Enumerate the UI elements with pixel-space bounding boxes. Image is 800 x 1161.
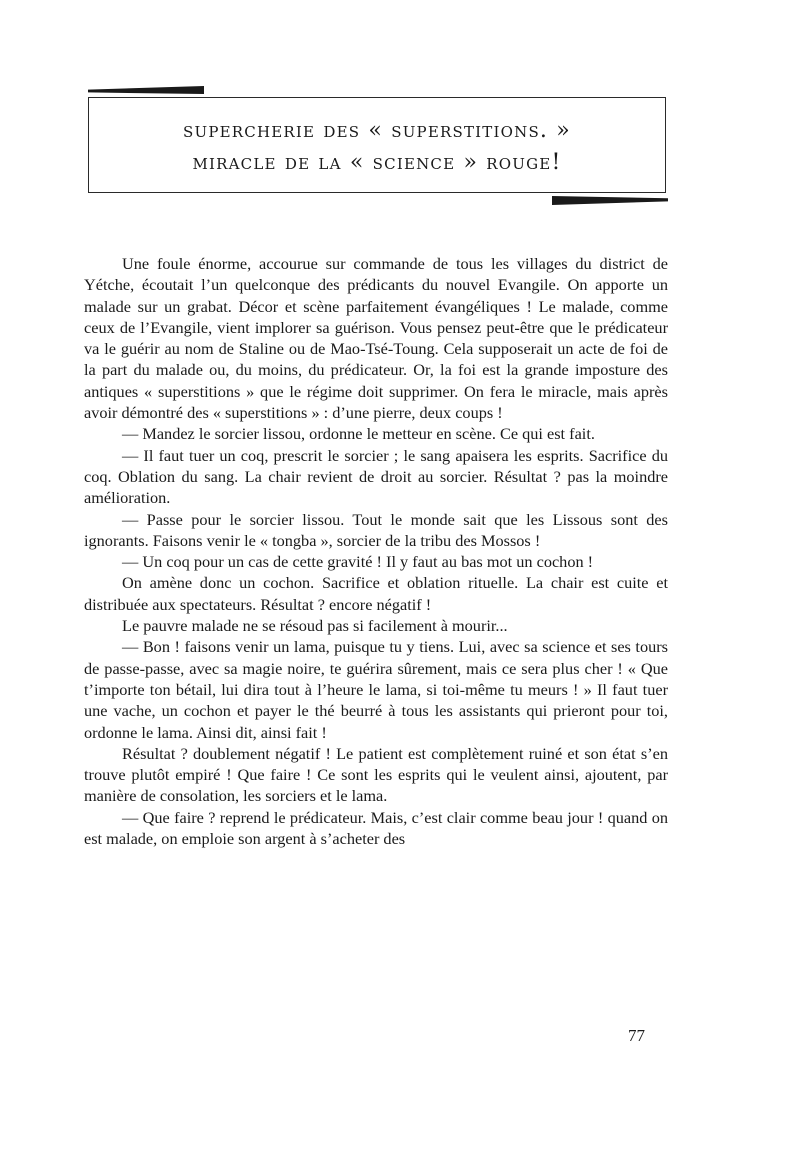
paragraph: — Mandez le sorcier lissou, ordonne le metteur en scène. Ce qui est fait. [122, 424, 595, 444]
chapter-title-box [88, 97, 666, 193]
body-text [84, 253, 668, 849]
decorative-bar-bottom [552, 196, 668, 205]
paragraph: — Passe pour le sorcier lissou. Tout le monde sait que les Lissous sont des ignorants. Faisons venir le « tongba », sorcier de la tribu des Mossos ! [84, 509, 668, 550]
paragraph: Résultat ? doublement négatif ! Le patient est complètement ruiné et son état s’en trouve plutôt empiré ! Que faire ! Ce sont les esprits qui le veulent ainsi, ajoutent, par manière de consolation, les sorciers et le lama. [84, 743, 668, 806]
paragraph: — Que faire ? reprend le prédicateur. Mais, c’est clair comme beau jour ! quand on est malade, on emploie son argent à s’acheter des [84, 807, 668, 849]
paragraph: — Il faut tuer un coq, prescrit le sorcier ; le sang apaisera les esprits. Sacrifice du coq. Oblation du sang. La chair revient de droit au sorcier. Résultat ? pas la moindre amélioration. [84, 445, 668, 508]
paragraph: — Bon ! faisons venir un lama, puisque tu y tiens. Lui, avec sa science et ses tours de passe-passe, avec sa magie noire, te guérira sûrement, mais ce sera plus cher ! « Que t’importe ton bétail, lui dira tout à l’heure le lama, si toi-même tu meurs ! » Il faut tuer une vache, un cochon et payer le thé beurré à tous les assistants qui prieront pour toi, ordonne le lama. Ainsi dit, ainsi fait ! [84, 637, 668, 742]
page-number: 77 [628, 1026, 645, 1045]
chapter-title-line-1: supercherie des « superstitions. » [183, 118, 571, 143]
decorative-bar-top [88, 86, 204, 94]
paragraph: — Un coq pour un cas de cette gravité ! Il y faut au bas mot un cochon ! [122, 552, 594, 572]
paragraph: Une foule énorme, accourue sur commande de tous les villages du district de Yétche, écoutait l’un quelconque des prédicants du nouvel Evangile. On apporte un malade sur un grabat. Décor et scène parfaitement évangéliques ! Le malade, comme ceux de l’Evangile, vient implorer sa guérison. Vous pensez peut-être que le prédicateur va le guérir au nom de Staline ou de Mao-Tsé-Toung. Cela supposerait un acte de foi de la part du malade ou, du moins, du prédicateur. Or, la foi est la grande imposture des antiques « superstitions » que le régime doit supprimer. On fera le miracle, mais après avoir démontré des « superstitions » : d’une pierre, deux coups ! [84, 254, 668, 423]
chapter-title-line-2: miracle de la « science » rouge! [192, 150, 562, 175]
paragraph: Le pauvre malade ne se résoud pas si facilement à mourir... [122, 616, 508, 636]
paragraph: On amène donc un cochon. Sacrifice et oblation rituelle. La chair est cuite et distribuée aux spectateurs. Résultat ? encore négatif ! [84, 573, 668, 614]
